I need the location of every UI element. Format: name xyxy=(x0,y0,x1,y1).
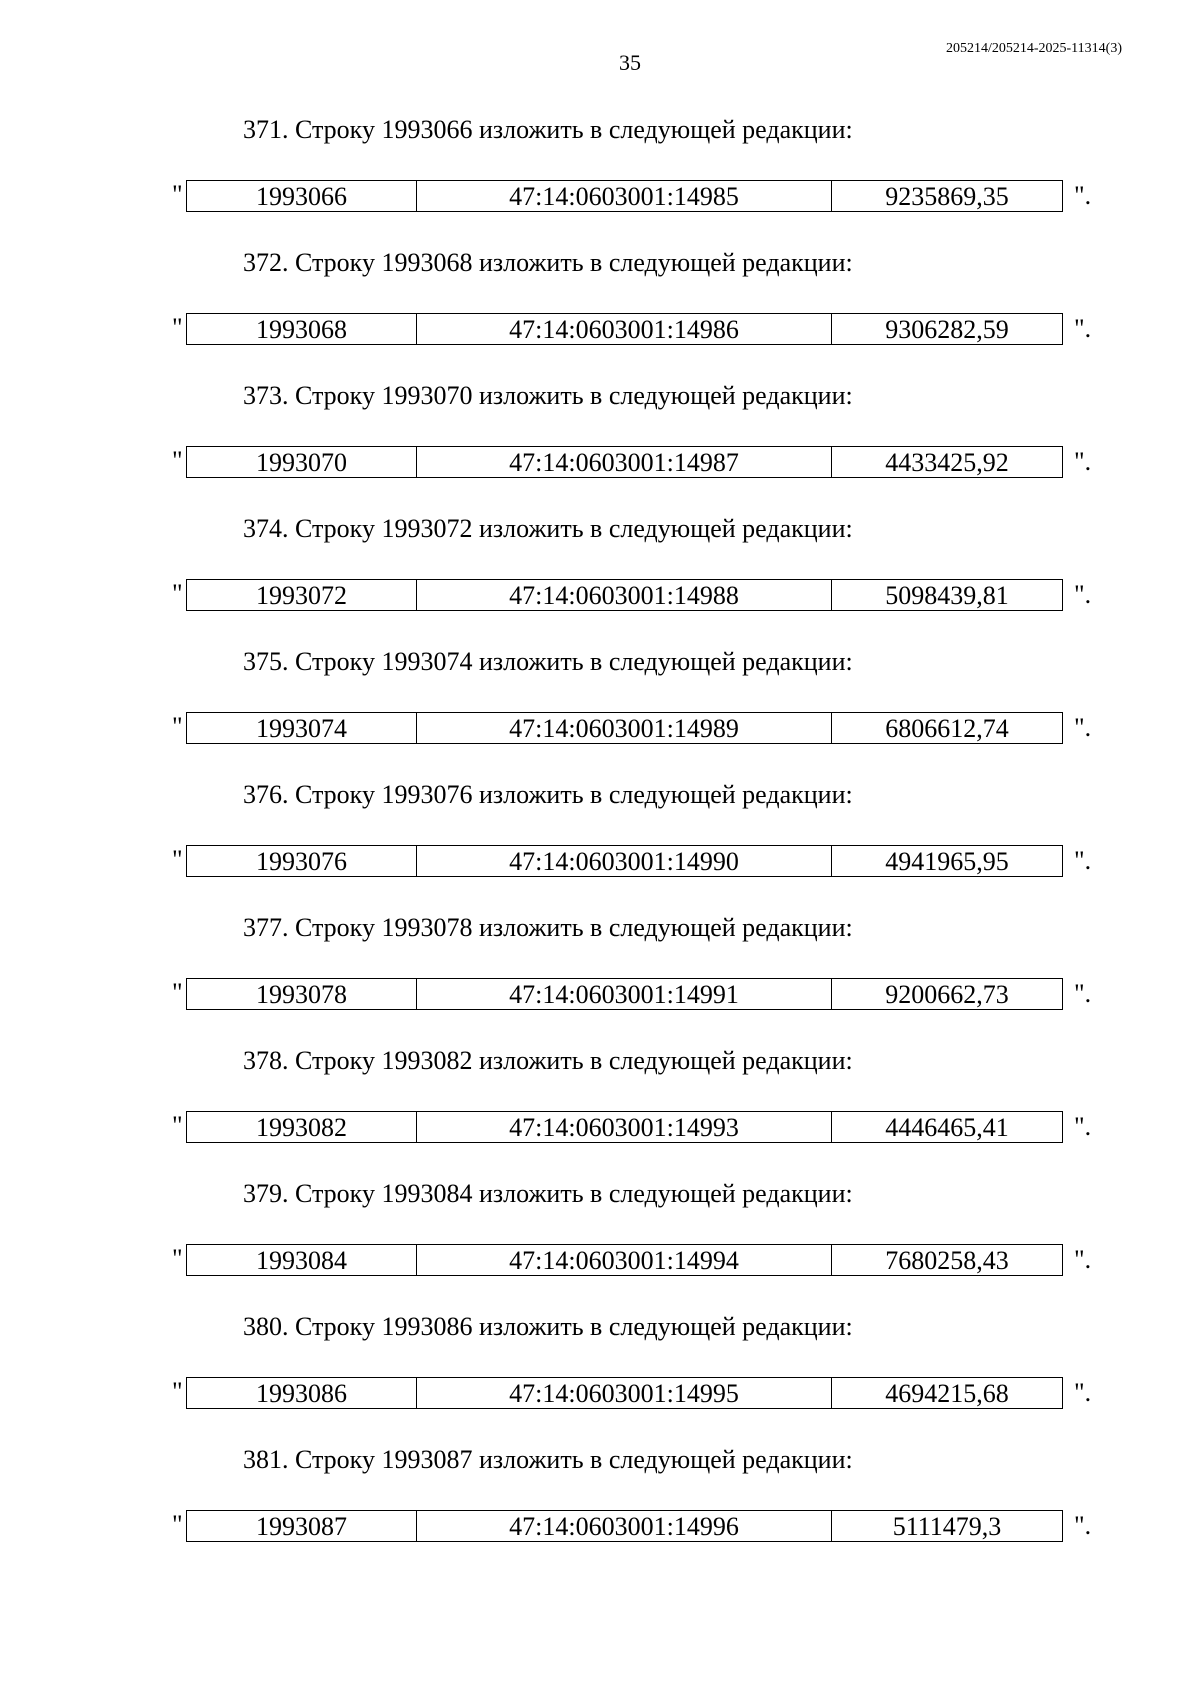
row-number-cell: 1993086 xyxy=(187,1378,417,1408)
value-cell: 7680258,43 xyxy=(885,1246,1009,1275)
cadastral-number-cell: 47:14:0603001:14995 xyxy=(417,1378,832,1408)
opening-quote: " xyxy=(172,446,183,475)
table-row-cells xyxy=(186,579,1063,611)
closing-quote: ". xyxy=(1074,979,1092,1008)
row-number-cell: 1993066 xyxy=(187,181,417,211)
table-row-cells xyxy=(186,313,1063,345)
row-number-cell: 1993074 xyxy=(187,713,417,743)
page-number: 35 xyxy=(619,50,641,75)
opening-quote: " xyxy=(172,313,183,342)
closing-quote: ". xyxy=(1074,181,1092,210)
table-row xyxy=(0,978,1200,1012)
opening-quote: " xyxy=(172,845,183,874)
row-number-cell: 1993076 xyxy=(187,846,417,876)
table-row xyxy=(0,180,1200,214)
amendment-entry xyxy=(0,1177,1200,1310)
closing-quote: ". xyxy=(1074,1245,1092,1274)
amendment-entry xyxy=(0,379,1200,512)
amendment-entry xyxy=(0,778,1200,911)
closing-quote: ". xyxy=(1074,846,1092,875)
closing-quote: ". xyxy=(1074,447,1092,476)
value-cell: 4446465,41 xyxy=(885,1113,1009,1142)
value-cell: 4941965,95 xyxy=(885,847,1009,876)
table-row xyxy=(0,845,1200,879)
cadastral-number-cell: 47:14:0603001:14994 xyxy=(417,1245,832,1275)
closing-quote: ". xyxy=(1074,1511,1092,1540)
amendment-instruction: 371. Строку 1993066 изложить в следующей редакции: xyxy=(243,115,853,144)
cadastral-number-cell: 47:14:0603001:14990 xyxy=(417,846,832,876)
opening-quote: " xyxy=(172,978,183,1007)
cadastral-number-cell: 47:14:0603001:14987 xyxy=(417,447,832,477)
row-number-cell: 1993087 xyxy=(187,1511,417,1541)
table-row-cells xyxy=(186,180,1063,212)
row-number-cell: 1993082 xyxy=(187,1112,417,1142)
opening-quote: " xyxy=(172,1510,183,1539)
cadastral-number-cell: 47:14:0603001:14996 xyxy=(417,1511,832,1541)
amendment-entry xyxy=(0,1310,1200,1443)
table-row xyxy=(0,1244,1200,1278)
cadastral-number-cell: 47:14:0603001:14985 xyxy=(417,181,832,211)
amendment-entry xyxy=(0,645,1200,778)
amendment-instruction: 375. Строку 1993074 изложить в следующей редакции: xyxy=(243,647,853,676)
value-cell: 5111479,3 xyxy=(892,1512,1002,1541)
value-cell: 5098439,81 xyxy=(885,581,1009,610)
row-number-cell: 1993072 xyxy=(187,580,417,610)
opening-quote: " xyxy=(172,1111,183,1140)
table-row-cells xyxy=(186,1244,1063,1276)
table-row-cells xyxy=(186,1510,1063,1542)
amendment-entry xyxy=(0,911,1200,1044)
amendment-entry xyxy=(0,512,1200,645)
table-row xyxy=(0,712,1200,746)
amendment-instruction: 377. Строку 1993078 изложить в следующей редакции: xyxy=(243,913,853,942)
row-number-cell: 1993068 xyxy=(187,314,417,344)
amendment-instruction: 378. Строку 1993082 изложить в следующей редакции: xyxy=(243,1046,853,1075)
value-cell: 6806612,74 xyxy=(885,714,1009,743)
cadastral-number-cell: 47:14:0603001:14993 xyxy=(417,1112,832,1142)
table-row-cells xyxy=(186,1111,1063,1143)
opening-quote: " xyxy=(172,712,183,741)
document-body xyxy=(0,113,1200,1576)
table-row xyxy=(0,1111,1200,1145)
amendment-entry xyxy=(0,1044,1200,1177)
closing-quote: ". xyxy=(1074,1112,1092,1141)
row-number-cell: 1993070 xyxy=(187,447,417,477)
row-number-cell: 1993084 xyxy=(187,1245,417,1275)
amendment-instruction: 373. Строку 1993070 изложить в следующей редакции: xyxy=(243,381,853,410)
row-number-cell: 1993078 xyxy=(187,979,417,1009)
table-row-cells xyxy=(186,845,1063,877)
opening-quote: " xyxy=(172,1377,183,1406)
value-cell: 9235869,35 xyxy=(885,182,1009,211)
document-id: 205214/205214-2025-11314(3) xyxy=(945,41,1122,56)
value-cell: 9200662,73 xyxy=(885,980,1009,1009)
opening-quote: " xyxy=(172,180,183,209)
cadastral-number-cell: 47:14:0603001:14986 xyxy=(417,314,832,344)
amendment-instruction: 379. Строку 1993084 изложить в следующей редакции: xyxy=(243,1179,853,1208)
amendment-instruction: 372. Строку 1993068 изложить в следующей редакции: xyxy=(243,248,853,277)
table-row xyxy=(0,1510,1200,1544)
table-row-cells xyxy=(186,712,1063,744)
table-row-cells xyxy=(186,1377,1063,1409)
closing-quote: ". xyxy=(1074,314,1092,343)
amendment-entry xyxy=(0,1443,1200,1576)
amendment-instruction: 381. Строку 1993087 изложить в следующей редакции: xyxy=(243,1445,853,1474)
table-row xyxy=(0,446,1200,480)
table-row xyxy=(0,313,1200,347)
amendment-instruction: 376. Строку 1993076 изложить в следующей редакции: xyxy=(243,780,853,809)
opening-quote: " xyxy=(172,579,183,608)
value-cell: 4433425,92 xyxy=(885,448,1009,477)
value-cell: 4694215,68 xyxy=(885,1379,1009,1408)
table-row-cells xyxy=(186,978,1063,1010)
amendment-entry xyxy=(0,113,1200,246)
amendment-entry xyxy=(0,246,1200,379)
amendment-instruction: 380. Строку 1993086 изложить в следующей редакции: xyxy=(243,1312,853,1341)
amendment-instruction: 374. Строку 1993072 изложить в следующей редакции: xyxy=(243,514,853,543)
cadastral-number-cell: 47:14:0603001:14988 xyxy=(417,580,832,610)
table-row-cells xyxy=(186,446,1063,478)
closing-quote: ". xyxy=(1074,713,1092,742)
cadastral-number-cell: 47:14:0603001:14991 xyxy=(417,979,832,1009)
value-cell: 9306282,59 xyxy=(885,315,1009,344)
closing-quote: ". xyxy=(1074,580,1092,609)
closing-quote: ". xyxy=(1074,1378,1092,1407)
table-row xyxy=(0,1377,1200,1411)
cadastral-number-cell: 47:14:0603001:14989 xyxy=(417,713,832,743)
opening-quote: " xyxy=(172,1244,183,1273)
table-row xyxy=(0,579,1200,613)
